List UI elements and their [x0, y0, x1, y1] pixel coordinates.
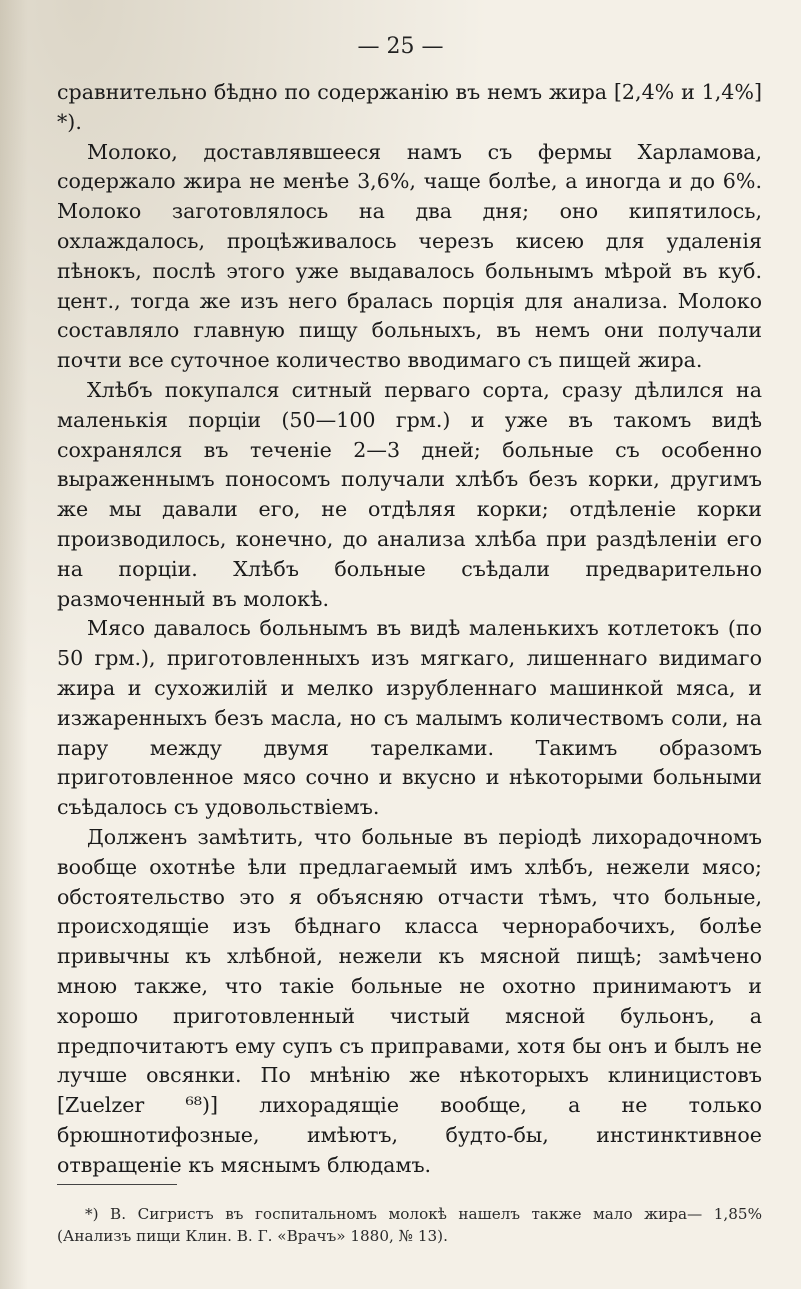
paragraph-milk: Молоко, доставлявшееся намъ съ фермы Харламова, содержало жира не менѣе 3,6%, чаще болѣе, а иногда и до 6%. Молоко заготовлялось на два дня; оно кипятилось, охлаждалось, процѣживалось черезъ кисею для удаленія пѣнокъ, послѣ этого уже выдавалось больнымъ мѣрой въ куб. цент., тогда же изъ него бралась порція для анализа. Молоко составляло главную пищу больныхъ, въ немъ они получали почти все суточное количество вводимаго съ пищей жира. — [57, 139, 762, 373]
footnote: *) В. Сигристъ въ госпитальномъ молокѣ нашелъ также мало жира— 1,85% (Анализъ пищи Клин. В. Г. «Врачъ» 1880, № 13). — [57, 1205, 762, 1246]
page-number: — 25 — — [357, 34, 444, 59]
paragraph-continuation: сравнительно бѣдно по содержанію въ немъ жира [2,4% и 1,4%] *). — [57, 80, 762, 134]
main-text — [57, 78, 762, 1180]
footnote-divider — [57, 1184, 177, 1185]
paragraph-meat: Мясо давалось больнымъ въ видѣ маленькихъ котлетокъ (по 50 грм.), приготовленныхъ изъ мягкаго, лишеннаго видимаго жира и сухожилій и мелко изрубленнаго машинкой мяса, и изжаренныхъ безъ масла, но съ малымъ количествомъ соли, на пару между двумя тарелками. Такимъ образомъ приготовленное мясо сочно и вкусно и нѣкоторыми больными съѣдалось съ удовольствіемъ. — [57, 616, 762, 820]
paragraph-bread: Хлѣбъ покупался ситный перваго сорта, сразу дѣлился на маленькія порціи (50—100 грм.) и уже въ такомъ видѣ сохранялся въ теченіе 2—3 дней; больные съ особенно выраженнымъ поносомъ получали хлѣбъ безъ корки, другимъ же мы давали его, не отдѣляя корки; отдѣленіе корки производилось, конечно, до анализа хлѣба при раздѣленіи его на порціи. Хлѣбъ больные съѣдали предварительно размоченный въ молокѣ. — [57, 377, 762, 611]
paragraph-observation: Долженъ замѣтить, что больные въ періодѣ лихорадочномъ вообще охотнѣе ѣли предлагаемый имъ хлѣбъ, нежели мясо; обстоятельство это я объясняю отчасти тѣмъ, что больные, происходящіе изъ бѣднаго класса чернорабочихъ, болѣе привычны къ хлѣбной, нежели къ мясной пищѣ; замѣчено мною также, что такіе больные не охотно принимаютъ и хорошо приготовленный чистый мясной бульонъ, а предпочитаютъ ему супъ съ приправами, хотя бы онъ и былъ не лучше овсянки. По мнѣнію же нѣкоторыхъ клиницистовъ [Zuelzer ⁶⁸)] лихорадящіе вообще, а не только брюшнотифозные, имѣютъ, будто-бы, инстинктивное отвращеніе къ мяснымъ блюдамъ. — [57, 824, 762, 1177]
